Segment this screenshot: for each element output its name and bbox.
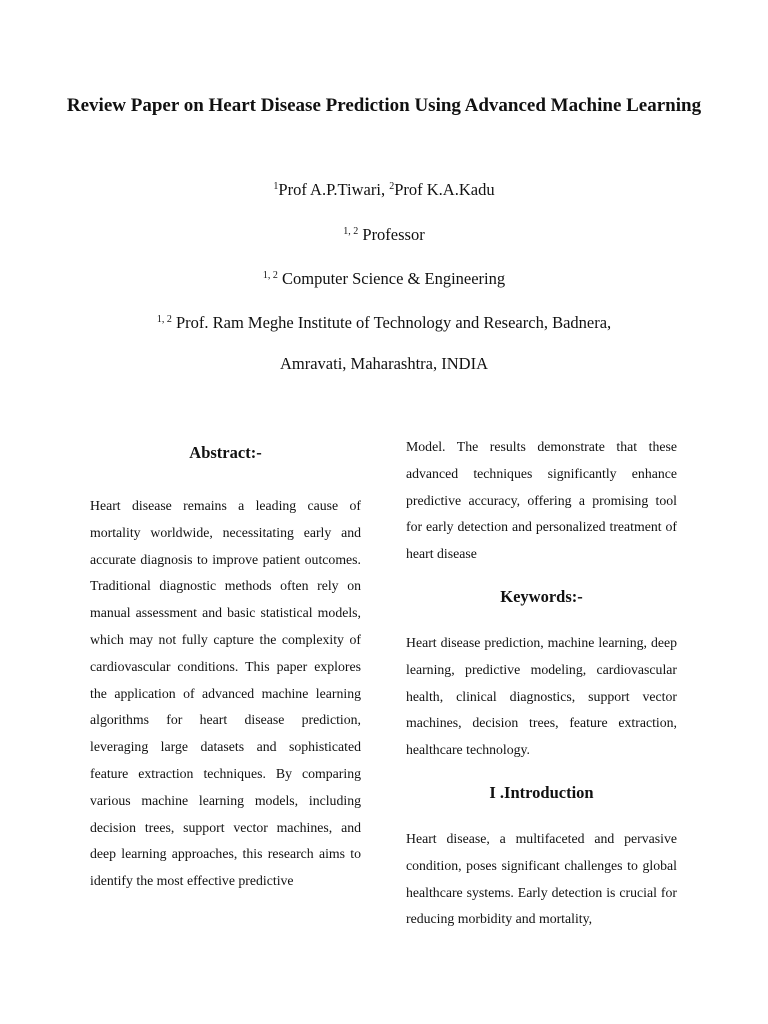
author1-superscript: 1 (273, 181, 279, 192)
abstract-text: Heart disease remains a leading cause of mortality worldwide, necessitating early and accurate diagnosis to improve patient outcomes. Traditional diagnostic methods often rely on manual assessment and basic statistical models, which may not fully capture the complexity of cardiovascular conditions. This paper explores the application of advanced machine learning algorithms for heart disease prediction, leveraging large datasets and sophisticated feature extraction techniques. By comparing various machine learning models, including decision trees, support vector machines, and deep learning approaches, this research aims to identify the most effective predictive (90, 498, 361, 889)
department-superscript: 1, 2 (262, 270, 278, 281)
abstract-continuation: Model. The results demonstrate that these advanced techniques significantly enhance predictive accuracy, offering a promising tool for early detection and personalized treatment of heart disease (406, 439, 677, 562)
author2-name: Prof K.A.Kadu (394, 180, 495, 199)
keywords-text: Heart disease prediction, machine learning, deep learning, predictive modeling, cardiovascular health, clinical diagnostics, support vector machines, decision trees, feature extraction, healthcare technology. (406, 634, 677, 758)
institution-superscript: 1, 2 (156, 314, 172, 325)
department-text: Computer Science & Engineering (281, 269, 506, 288)
introduction-text: Heart disease, a multifaceted and pervasive condition, poses significant challenges to global healthcare systems. Early detection is crucial for reducing morbidity and mortality, (406, 830, 677, 927)
paper-title: Review Paper on Heart Disease Prediction Using Advanced Machine Learning (66, 95, 702, 116)
right-column (406, 434, 677, 933)
designation-text: Professor (362, 225, 425, 244)
abstract-heading: Abstract:- (189, 443, 262, 462)
institution-text: Prof. Ram Meghe Institute of Technology and Research, Badnera, (175, 313, 612, 332)
keywords-heading: Keywords:- (500, 586, 583, 606)
author-line (60, 176, 708, 201)
left-column (90, 442, 361, 895)
designation-superscript: 1, 2 (343, 226, 359, 237)
author2-superscript: 2 (389, 181, 395, 192)
department-line (60, 265, 708, 290)
author1-name: Prof A.P.Tiwari, (278, 180, 386, 199)
institution-line (60, 309, 708, 334)
designation-line (60, 221, 708, 246)
institution-location: Amravati, Maharashtra, INDIA (279, 354, 488, 373)
introduction-heading: I .Introduction (489, 782, 594, 802)
